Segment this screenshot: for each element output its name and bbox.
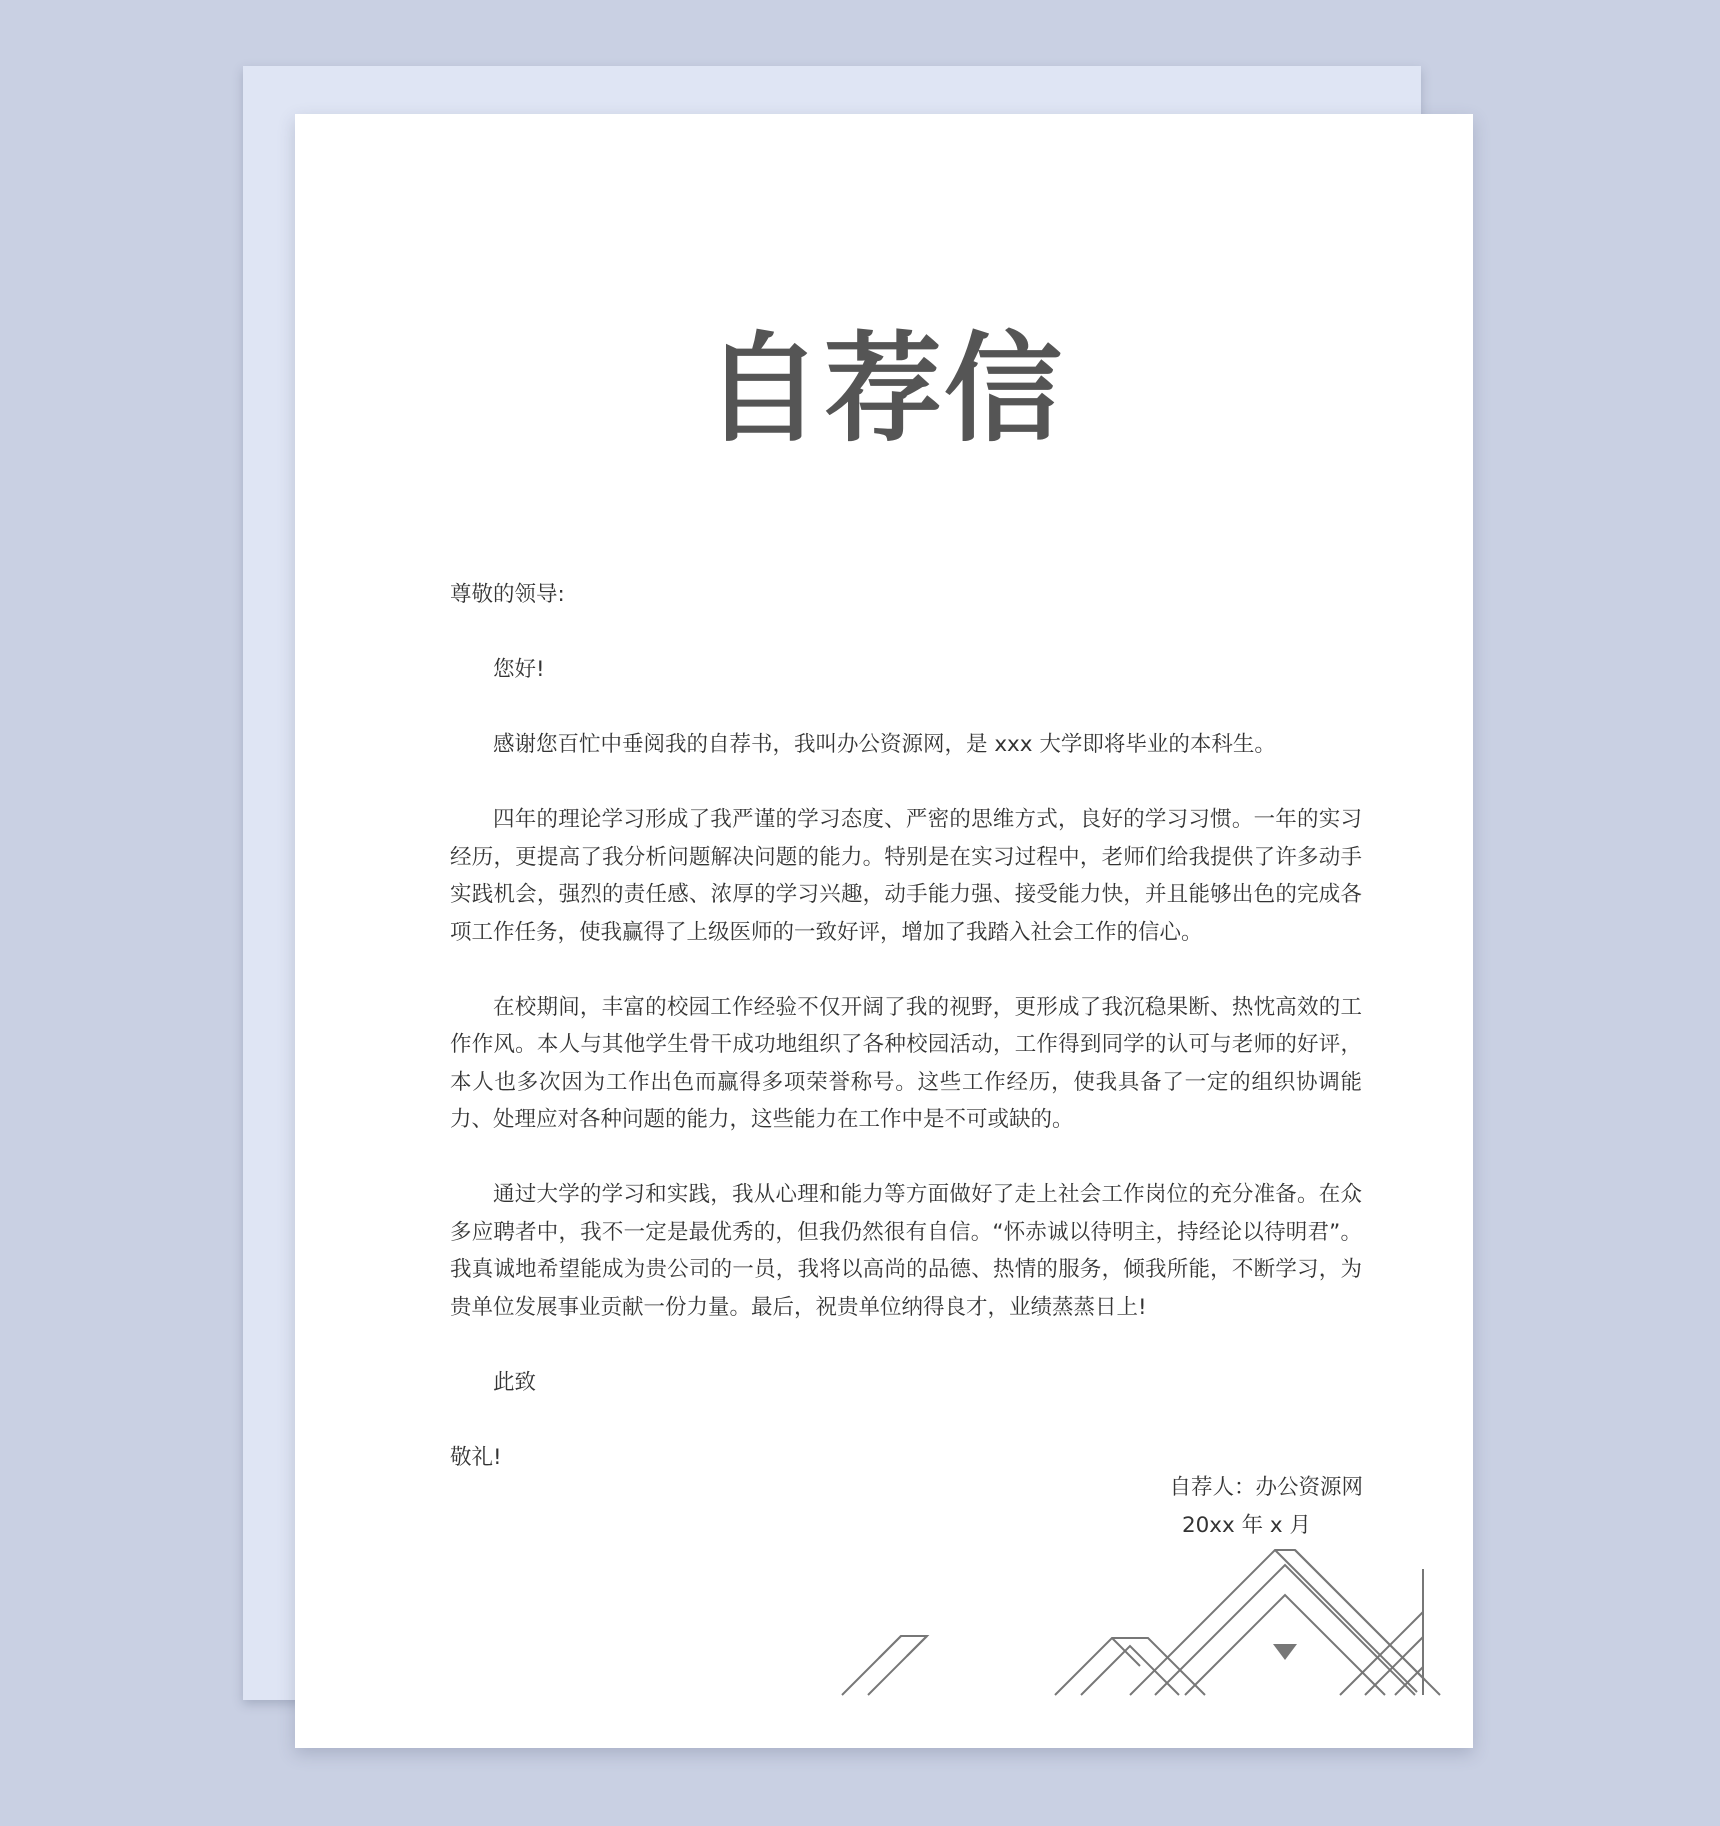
triangle-icon <box>1273 1644 1297 1660</box>
paragraph-intro: 感谢您百忙中垂阅我的自荐书，我叫办公资源网，是 xxx 大学即将毕业的本科生。 <box>493 732 1276 757</box>
greeting: 您好! <box>493 657 545 682</box>
paragraph-conclusion: 通过大学的学习和实践，我从心理和能力等方面做好了走上社会工作岗位的充分准备。在众多应聘者中，我不一定是最优秀的，但我仍然很有自信。“怀赤诚以待明主，持经论以待明君”。我真诚地希望能成为贵公司的一员，我将以高尚的品德、热情的服务，倾我所能，不断学习，为贵单位发展事业贡献一份力量。最后，祝贵单位纳得良才，业绩蒸蒸日上! <box>450 1182 1362 1320</box>
signature-block <box>1169 1469 1363 1544</box>
paragraph-campus: 在校期间，丰富的校园工作经验不仅开阔了我的视野，更形成了我沉稳果断、热忱高效的工作作风。本人与其他学生骨干成功地组织了各种校园活动，工作得到同学的认可与老师的好评，本人也多次因为工作出色而赢得多项荣誉称号。这些工作经历，使我具备了一定的组织协调能力、处理应对各种问题的能力，这些能力在工作中是不可或缺的。 <box>450 994 1362 1132</box>
closing: 此致 <box>493 1369 537 1395</box>
letter-title: 自荐信 <box>703 320 1064 458</box>
letter-page <box>295 114 1473 1748</box>
signature-name: 自荐人：办公资源网 <box>1169 1475 1363 1500</box>
letter-body <box>450 576 1362 1514</box>
salutation: 尊敬的领导: <box>450 582 565 607</box>
paragraph-study: 四年的理论学习形成了我严谨的学习态度、严密的思维方式，良好的学习习惯。一年的实习经历，更提高了我分析问题解决问题的能力。特别是在实习过程中，老师们给我提供了许多动手实践机会，强烈的责任感、浓厚的学习兴趣，动手能力强、接受能力快，并且能够出色的完成各项工作任务，使我赢得了上级医师的一致好评，增加了我踏入社会工作的信心。 <box>450 807 1362 945</box>
regards: 敬礼! <box>450 1444 502 1470</box>
signature-date: 20xx 年 x 月 <box>1181 1512 1311 1538</box>
